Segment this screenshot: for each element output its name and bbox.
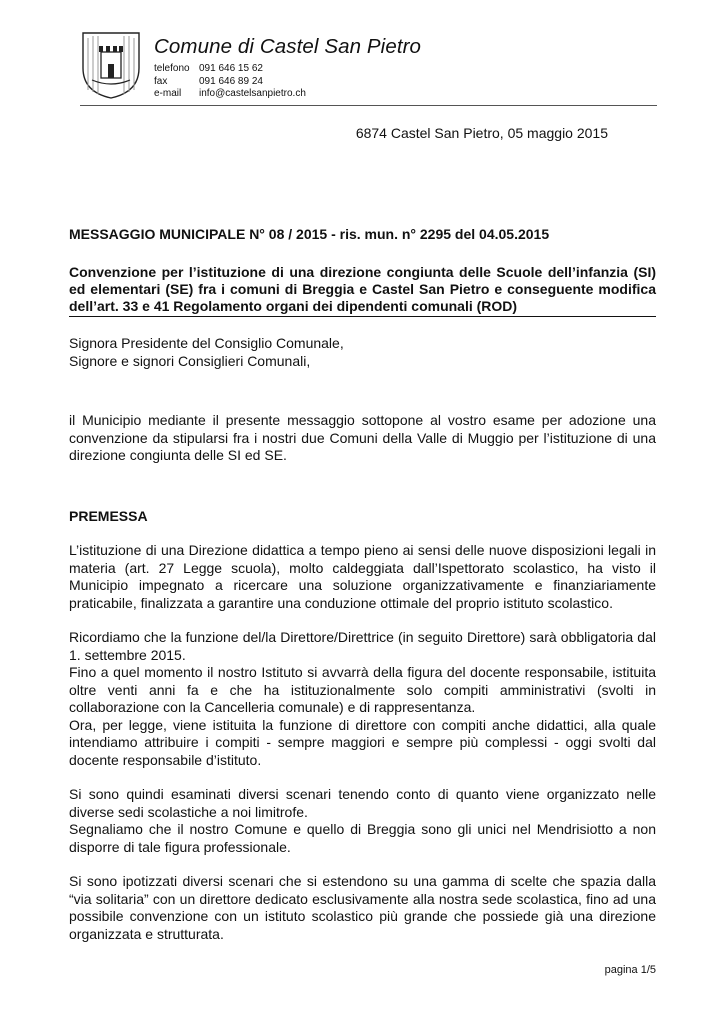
section-heading: PREMESSA — [69, 507, 148, 524]
paragraph: Ora, per legge, viene istituita la funzione di direttore con compiti anche didattici, alla quale intendiamo attribuire i compiti - sempre maggiori e sempre più complessi - oggi svolti dal docente responsabile d’istituto. — [69, 716, 656, 768]
message-title: MESSAGGIO MUNICIPALE N° 08 / 2015 - ris. mun. n° 2295 del 04.05.2015 — [69, 226, 550, 242]
letterhead-divider — [80, 105, 657, 106]
document-body — [69, 226, 656, 943]
paragraph: Ricordiamo che la funzione del/la Direttore/Direttrice (in seguito Direttore) sarà obbligatoria dal 1. settembre 2015. — [69, 629, 656, 663]
salutation — [69, 335, 656, 370]
intro-paragraph: il Municipio mediante il presente messaggio sottopone al vostro esame per adozione una convenzione da stipularsi fra i nostri due Comuni della Valle di Muggio per l’istituzione di una direzione congiunta delle SI ed SE. — [69, 412, 656, 464]
message-subject: Convenzione per l’istituzione di una direzione congiunta delle Scuole dell’infanzia (SI) ed elementari (SE) fra i comuni di Breggia e Castel San Pietro e conseguente modifica dell’art. 33 e 41 Regolamento organi dei dipendenti comunali (ROD) — [69, 264, 656, 318]
municipal-crest-icon — [80, 30, 142, 100]
paragraph: Fino a quel momento il nostro Istituto si avvarrà della figura del docente responsabile, istituita oltre venti anni fa e che ha istituzionalmente solo compiti amministrativi (svolti in collaborazione con la Cancelleria comunale) e di rappresentanza. — [69, 664, 656, 716]
paragraph: Si sono quindi esaminati diversi scenari tenendo conto di quanto viene organizzato nelle diverse sedi scolastiche a noi limitrofe. — [69, 786, 656, 820]
salutation-line: Signore e signori Consiglieri Comunali, — [69, 352, 311, 369]
municipality-name: Comune di Castel San Pietro — [154, 35, 422, 58]
contact-label: e-mail — [154, 88, 182, 99]
page-number: pagina 1/5 — [604, 964, 656, 976]
contact-block — [154, 63, 306, 101]
paragraph: L’istituzione di una Direzione didattica a tempo pieno ai sensi delle nuove disposizioni legali in materia (art. 27 Legge scuola), molto caldeggiata dall’Ispettorato scolastico, ha visto il Municipio impegnato a ricercare una soluzione organizzativamente e finanziariamente praticabile, finalizzata a garantire una conduzione ottimale del proprio istituto scolastico. — [69, 542, 656, 611]
contact-value: 091 646 15 62 — [199, 63, 263, 74]
contact-phone — [154, 63, 306, 76]
contact-fax — [154, 76, 306, 89]
paragraph: Segnaliamo che il nostro Comune e quello di Breggia sono gli unici nel Mendrisiotto a non disporre di tale figura professionale. — [69, 821, 656, 855]
salutation-line: Signora Presidente del Consiglio Comunale, — [69, 335, 344, 352]
paragraph: Si sono ipotizzati diversi scenari che si estendono su una gamma di scelte che spazia dalla “via solitaria” con un direttore dedicato esclusivamente alla nostra sede scolastica, fino ad una possibile convenzione con un istituto scolastico più grande che possiede già una direzione organizzata e strutturata. — [69, 873, 656, 942]
contact-email — [154, 88, 306, 101]
contact-value: 091 646 89 24 — [199, 75, 263, 87]
contact-value: info@castelsanpietro.ch — [199, 88, 306, 99]
contact-label: fax — [154, 75, 168, 87]
place-and-date: 6874 Castel San Pietro, 05 maggio 2015 — [355, 125, 608, 141]
contact-label: telefono — [154, 63, 190, 74]
